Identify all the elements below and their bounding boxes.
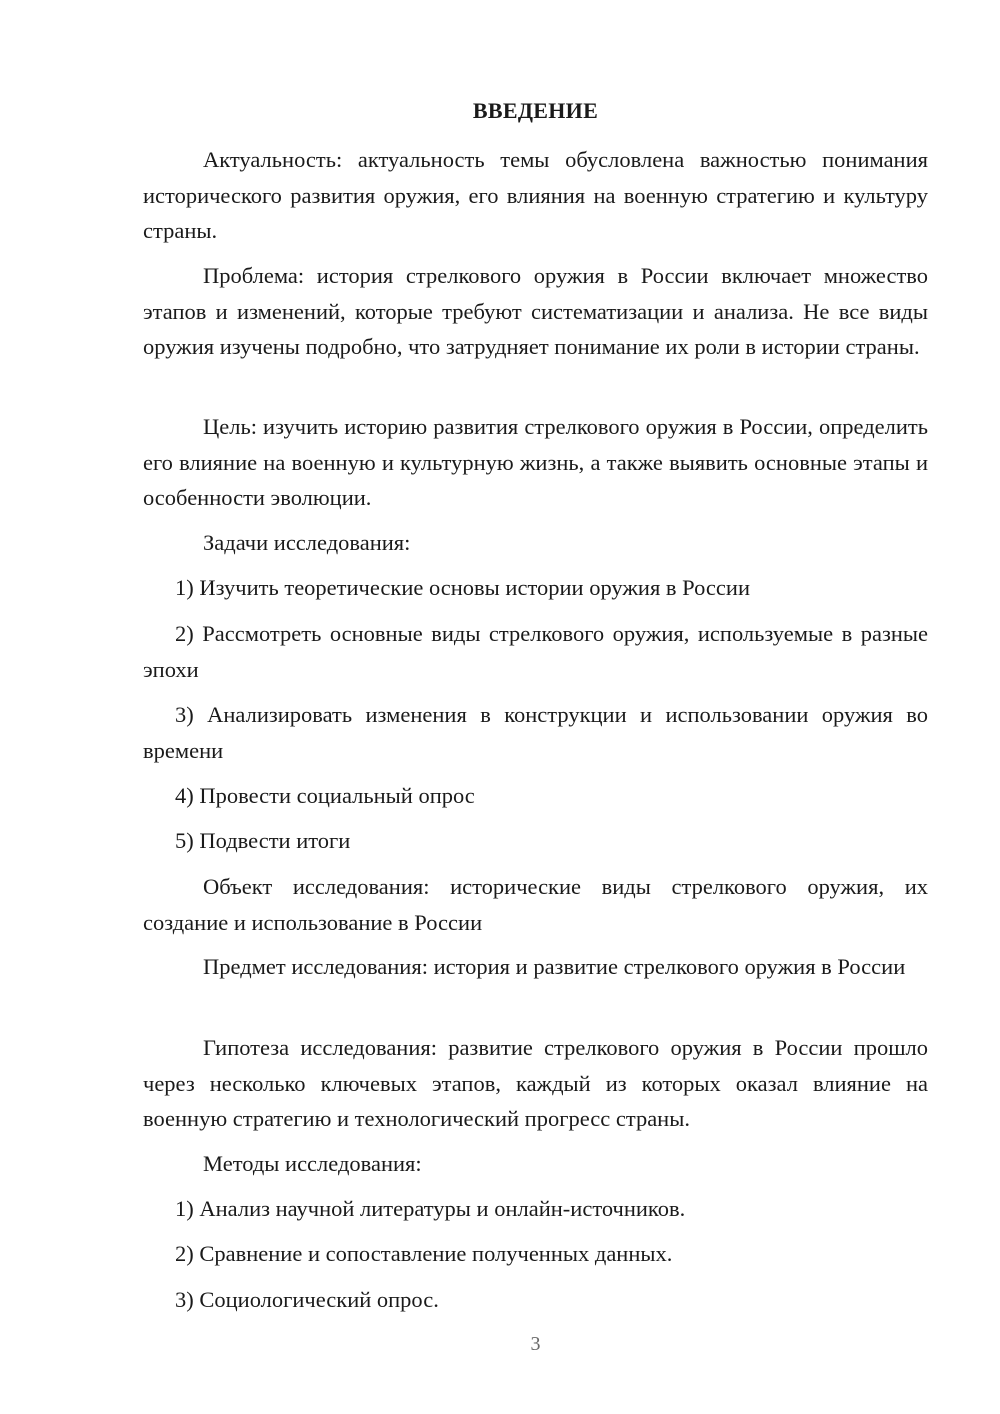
method-item: 2) Сравнение и сопоставление полученных данных.	[175, 1241, 673, 1266]
task-item: 5) Подвести итоги	[175, 828, 351, 853]
relevance-paragraph: Актуальность: актуальность темы обусловлена важностью понимания исторического развития оружия, его влияния на военную стратегию и культуру страны.	[143, 147, 928, 243]
document-page	[143, 0, 928, 1414]
task-item: 4) Провести социальный опрос	[175, 783, 475, 808]
problem-paragraph: Проблема: история стрелкового оружия в России включает множество этапов и изменений, которые требуют систематизации и анализа. Не все виды оружия изучены подробно, что затрудняет понимание их роли в истории страны.	[143, 263, 928, 359]
page-title: ВВЕДЕНИЕ	[472, 98, 599, 123]
tasks-heading: Задачи исследования:	[203, 530, 411, 555]
method-item: 3) Социологический опрос.	[175, 1287, 439, 1312]
object-paragraph: Объект исследования: исторические виды стрелкового оружия, их создание и использование в России	[143, 874, 928, 935]
subject-paragraph: Предмет исследования: история и развитие стрелкового оружия в России	[203, 954, 906, 979]
task-item: 3) Анализировать изменения в конструкции и использовании оружия во времени	[143, 702, 928, 763]
hypothesis-paragraph: Гипотеза исследования: развитие стрелкового оружия в России прошло через несколько ключевых этапов, каждый из которых оказал влияние на военную стратегию и технологический прогресс страны.	[143, 1035, 928, 1131]
method-item: 1) Анализ научной литературы и онлайн-источников.	[175, 1196, 686, 1221]
task-item: 1) Изучить теоретические основы истории оружия в России	[175, 575, 750, 600]
methods-heading: Методы исследования:	[203, 1151, 422, 1176]
task-item: 2) Рассмотреть основные виды стрелкового оружия, используемые в разные эпохи	[143, 621, 928, 682]
goal-paragraph: Цель: изучить историю развития стрелкового оружия в России, определить его влияние на военную и культурную жизнь, а также выявить основные этапы и особенности эволюции.	[143, 414, 928, 510]
page-number: 3	[530, 1333, 541, 1355]
